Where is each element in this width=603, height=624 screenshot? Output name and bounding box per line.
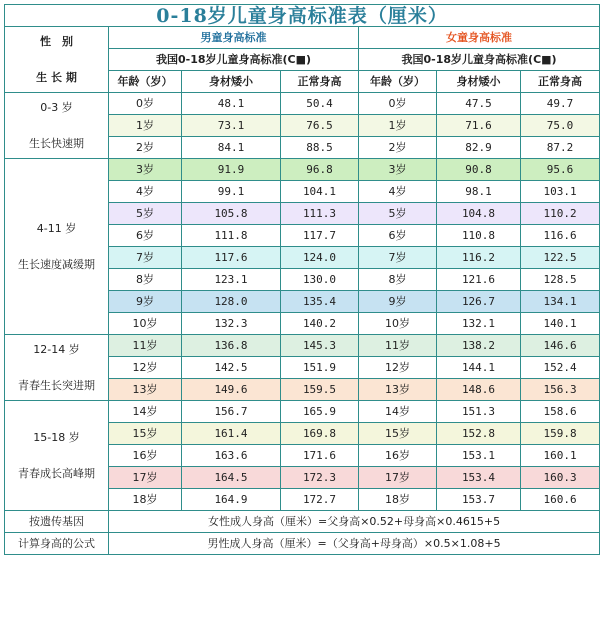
growth-stage-cell [5, 401, 109, 511]
boy-short-height-cell: 84.1 [182, 137, 281, 159]
boy-normal-height-cell: 145.3 [281, 335, 359, 357]
girl-normal-height-cell: 49.7 [521, 93, 600, 115]
girl-age-cell: 0岁 [359, 93, 437, 115]
girl-normal-height-cell: 103.1 [521, 181, 600, 203]
girl-short-height-cell: 116.2 [437, 247, 521, 269]
boy-short-height-cell: 156.7 [182, 401, 281, 423]
girl-short-height-cell: 138.2 [437, 335, 521, 357]
female-height-formula: 女性成人身高（厘米）=父身高×0.52+母身高×0.4615+5 [109, 511, 600, 533]
boy-standard-subtitle: 我国0-18岁儿童身高标准(C■) [109, 49, 359, 71]
boy-age-cell: 14岁 [109, 401, 182, 423]
girl-short-height-cell: 90.8 [437, 159, 521, 181]
girl-normal-height-cell: 95.6 [521, 159, 600, 181]
boy-age-cell: 0岁 [109, 93, 182, 115]
boy-age-cell: 4岁 [109, 181, 182, 203]
boy-short-height-cell: 111.8 [182, 225, 281, 247]
boy-age-cell: 16岁 [109, 445, 182, 467]
girl-normal-col-header: 正常身高 [521, 71, 600, 93]
boy-short-height-cell: 136.8 [182, 335, 281, 357]
girl-age-cell: 15岁 [359, 423, 437, 445]
girl-age-cell: 7岁 [359, 247, 437, 269]
boy-normal-height-cell: 96.8 [281, 159, 359, 181]
boy-normal-height-cell: 130.0 [281, 269, 359, 291]
boy-normal-height-cell: 117.7 [281, 225, 359, 247]
growth-stage-cell [5, 159, 109, 335]
boy-age-cell: 9岁 [109, 291, 182, 313]
boy-normal-height-cell: 88.5 [281, 137, 359, 159]
boy-normal-height-cell: 171.6 [281, 445, 359, 467]
girl-normal-height-cell: 160.1 [521, 445, 600, 467]
boy-short-col-header: 身材矮小 [182, 71, 281, 93]
girl-age-cell: 6岁 [359, 225, 437, 247]
stage-name: 青春成长高峰期 [18, 466, 95, 480]
boy-age-cell: 18岁 [109, 489, 182, 511]
boy-short-height-cell: 142.5 [182, 357, 281, 379]
boy-short-height-cell: 99.1 [182, 181, 281, 203]
boy-normal-height-cell: 50.4 [281, 93, 359, 115]
stage-age-range: 0-3 岁 [40, 100, 73, 114]
girl-normal-height-cell: 110.2 [521, 203, 600, 225]
boy-normal-height-cell: 111.3 [281, 203, 359, 225]
girl-normal-height-cell: 146.6 [521, 335, 600, 357]
boy-normal-height-cell: 135.4 [281, 291, 359, 313]
girl-short-height-cell: 104.8 [437, 203, 521, 225]
boy-age-cell: 5岁 [109, 203, 182, 225]
boy-normal-col-header: 正常身高 [281, 71, 359, 93]
girl-short-height-cell: 47.5 [437, 93, 521, 115]
table-row [5, 93, 600, 115]
boy-age-cell: 11岁 [109, 335, 182, 357]
boy-short-height-cell: 132.3 [182, 313, 281, 335]
girl-age-cell: 18岁 [359, 489, 437, 511]
girl-age-col-header: 年龄（岁） [359, 71, 437, 93]
girl-short-height-cell: 121.6 [437, 269, 521, 291]
boy-short-height-cell: 48.1 [182, 93, 281, 115]
girl-age-cell: 13岁 [359, 379, 437, 401]
boy-normal-height-cell: 172.3 [281, 467, 359, 489]
boy-short-height-cell: 73.1 [182, 115, 281, 137]
boy-normal-height-cell: 159.5 [281, 379, 359, 401]
formula-label-line1: 按遗传基因 [5, 511, 109, 533]
girl-age-cell: 1岁 [359, 115, 437, 137]
stage-age-range: 12-14 岁 [33, 342, 80, 356]
girl-standard-subtitle: 我国0-18岁儿童身高标准(C■) [359, 49, 600, 71]
boy-age-cell: 1岁 [109, 115, 182, 137]
girl-short-col-header: 身材矮小 [437, 71, 521, 93]
girl-age-cell: 17岁 [359, 467, 437, 489]
girl-age-cell: 3岁 [359, 159, 437, 181]
boy-short-height-cell: 164.9 [182, 489, 281, 511]
boy-age-col-header: 年龄（岁） [109, 71, 182, 93]
boy-normal-height-cell: 104.1 [281, 181, 359, 203]
boy-short-height-cell: 163.6 [182, 445, 281, 467]
girl-short-height-cell: 110.8 [437, 225, 521, 247]
stage-name: 生长速度减缓期 [18, 257, 95, 271]
boy-normal-height-cell: 165.9 [281, 401, 359, 423]
girl-short-height-cell: 148.6 [437, 379, 521, 401]
girl-short-height-cell: 153.7 [437, 489, 521, 511]
boy-normal-height-cell: 151.9 [281, 357, 359, 379]
boy-normal-height-cell: 140.2 [281, 313, 359, 335]
girl-short-height-cell: 98.1 [437, 181, 521, 203]
boy-age-cell: 13岁 [109, 379, 182, 401]
girl-short-height-cell: 152.8 [437, 423, 521, 445]
boy-age-cell: 6岁 [109, 225, 182, 247]
boy-normal-height-cell: 172.7 [281, 489, 359, 511]
girl-short-height-cell: 144.1 [437, 357, 521, 379]
girl-age-cell: 4岁 [359, 181, 437, 203]
boy-age-cell: 7岁 [109, 247, 182, 269]
girl-age-cell: 2岁 [359, 137, 437, 159]
boy-normal-height-cell: 124.0 [281, 247, 359, 269]
stage-age-range: 15-18 岁 [33, 430, 80, 444]
girl-short-height-cell: 153.4 [437, 467, 521, 489]
table-row [5, 401, 600, 423]
girl-age-cell: 5岁 [359, 203, 437, 225]
boy-short-height-cell: 128.0 [182, 291, 281, 313]
girl-normal-height-cell: 87.2 [521, 137, 600, 159]
girl-short-height-cell: 153.1 [437, 445, 521, 467]
boy-short-height-cell: 161.4 [182, 423, 281, 445]
boy-normal-height-cell: 169.8 [281, 423, 359, 445]
boy-short-height-cell: 149.6 [182, 379, 281, 401]
sex-label: 性 别 [40, 34, 73, 48]
boy-age-cell: 12岁 [109, 357, 182, 379]
girl-normal-height-cell: 140.1 [521, 313, 600, 335]
girl-short-height-cell: 126.7 [437, 291, 521, 313]
girl-normal-height-cell: 152.4 [521, 357, 600, 379]
boy-short-height-cell: 164.5 [182, 467, 281, 489]
boy-age-cell: 3岁 [109, 159, 182, 181]
girl-standard-header: 女童身高标准 [359, 27, 600, 49]
girl-short-height-cell: 82.9 [437, 137, 521, 159]
girl-normal-height-cell: 134.1 [521, 291, 600, 313]
boy-age-cell: 15岁 [109, 423, 182, 445]
girl-age-cell: 9岁 [359, 291, 437, 313]
formula-label-line2: 计算身高的公式 [5, 533, 109, 555]
girl-age-cell: 10岁 [359, 313, 437, 335]
girl-age-cell: 14岁 [359, 401, 437, 423]
boy-short-height-cell: 123.1 [182, 269, 281, 291]
girl-normal-height-cell: 158.6 [521, 401, 600, 423]
boy-age-cell: 2岁 [109, 137, 182, 159]
boy-short-height-cell: 117.6 [182, 247, 281, 269]
girl-normal-height-cell: 122.5 [521, 247, 600, 269]
table-row [5, 159, 600, 181]
boy-age-cell: 8岁 [109, 269, 182, 291]
boy-standard-header: 男童身高标准 [109, 27, 359, 49]
girl-short-height-cell: 151.3 [437, 401, 521, 423]
male-height-formula: 男性成人身高（厘米）=（父身高+母身高）×0.5×1.08+5 [109, 533, 600, 555]
table-title: 0-18岁儿童身高标准表（厘米） [5, 5, 600, 27]
girl-normal-height-cell: 159.8 [521, 423, 600, 445]
boy-age-cell: 17岁 [109, 467, 182, 489]
boy-short-height-cell: 105.8 [182, 203, 281, 225]
stage-name: 生长快速期 [29, 136, 84, 150]
girl-age-cell: 16岁 [359, 445, 437, 467]
growth-stage-cell [5, 93, 109, 159]
boy-short-height-cell: 91.9 [182, 159, 281, 181]
boy-age-cell: 10岁 [109, 313, 182, 335]
girl-short-height-cell: 71.6 [437, 115, 521, 137]
girl-age-cell: 11岁 [359, 335, 437, 357]
table-row [5, 335, 600, 357]
girl-age-cell: 12岁 [359, 357, 437, 379]
girl-normal-height-cell: 160.6 [521, 489, 600, 511]
height-standard-table [4, 4, 600, 555]
growth-stage-cell [5, 335, 109, 401]
girl-age-cell: 8岁 [359, 269, 437, 291]
girl-normal-height-cell: 75.0 [521, 115, 600, 137]
girl-normal-height-cell: 116.6 [521, 225, 600, 247]
sex-stage-header [5, 27, 109, 93]
stage-name: 青春生长突进期 [18, 378, 95, 392]
boy-normal-height-cell: 76.5 [281, 115, 359, 137]
girl-short-height-cell: 132.1 [437, 313, 521, 335]
girl-normal-height-cell: 160.3 [521, 467, 600, 489]
growth-stage-label: 生 长 期 [36, 70, 77, 84]
girl-normal-height-cell: 128.5 [521, 269, 600, 291]
stage-age-range: 4-11 岁 [36, 221, 77, 235]
girl-normal-height-cell: 156.3 [521, 379, 600, 401]
